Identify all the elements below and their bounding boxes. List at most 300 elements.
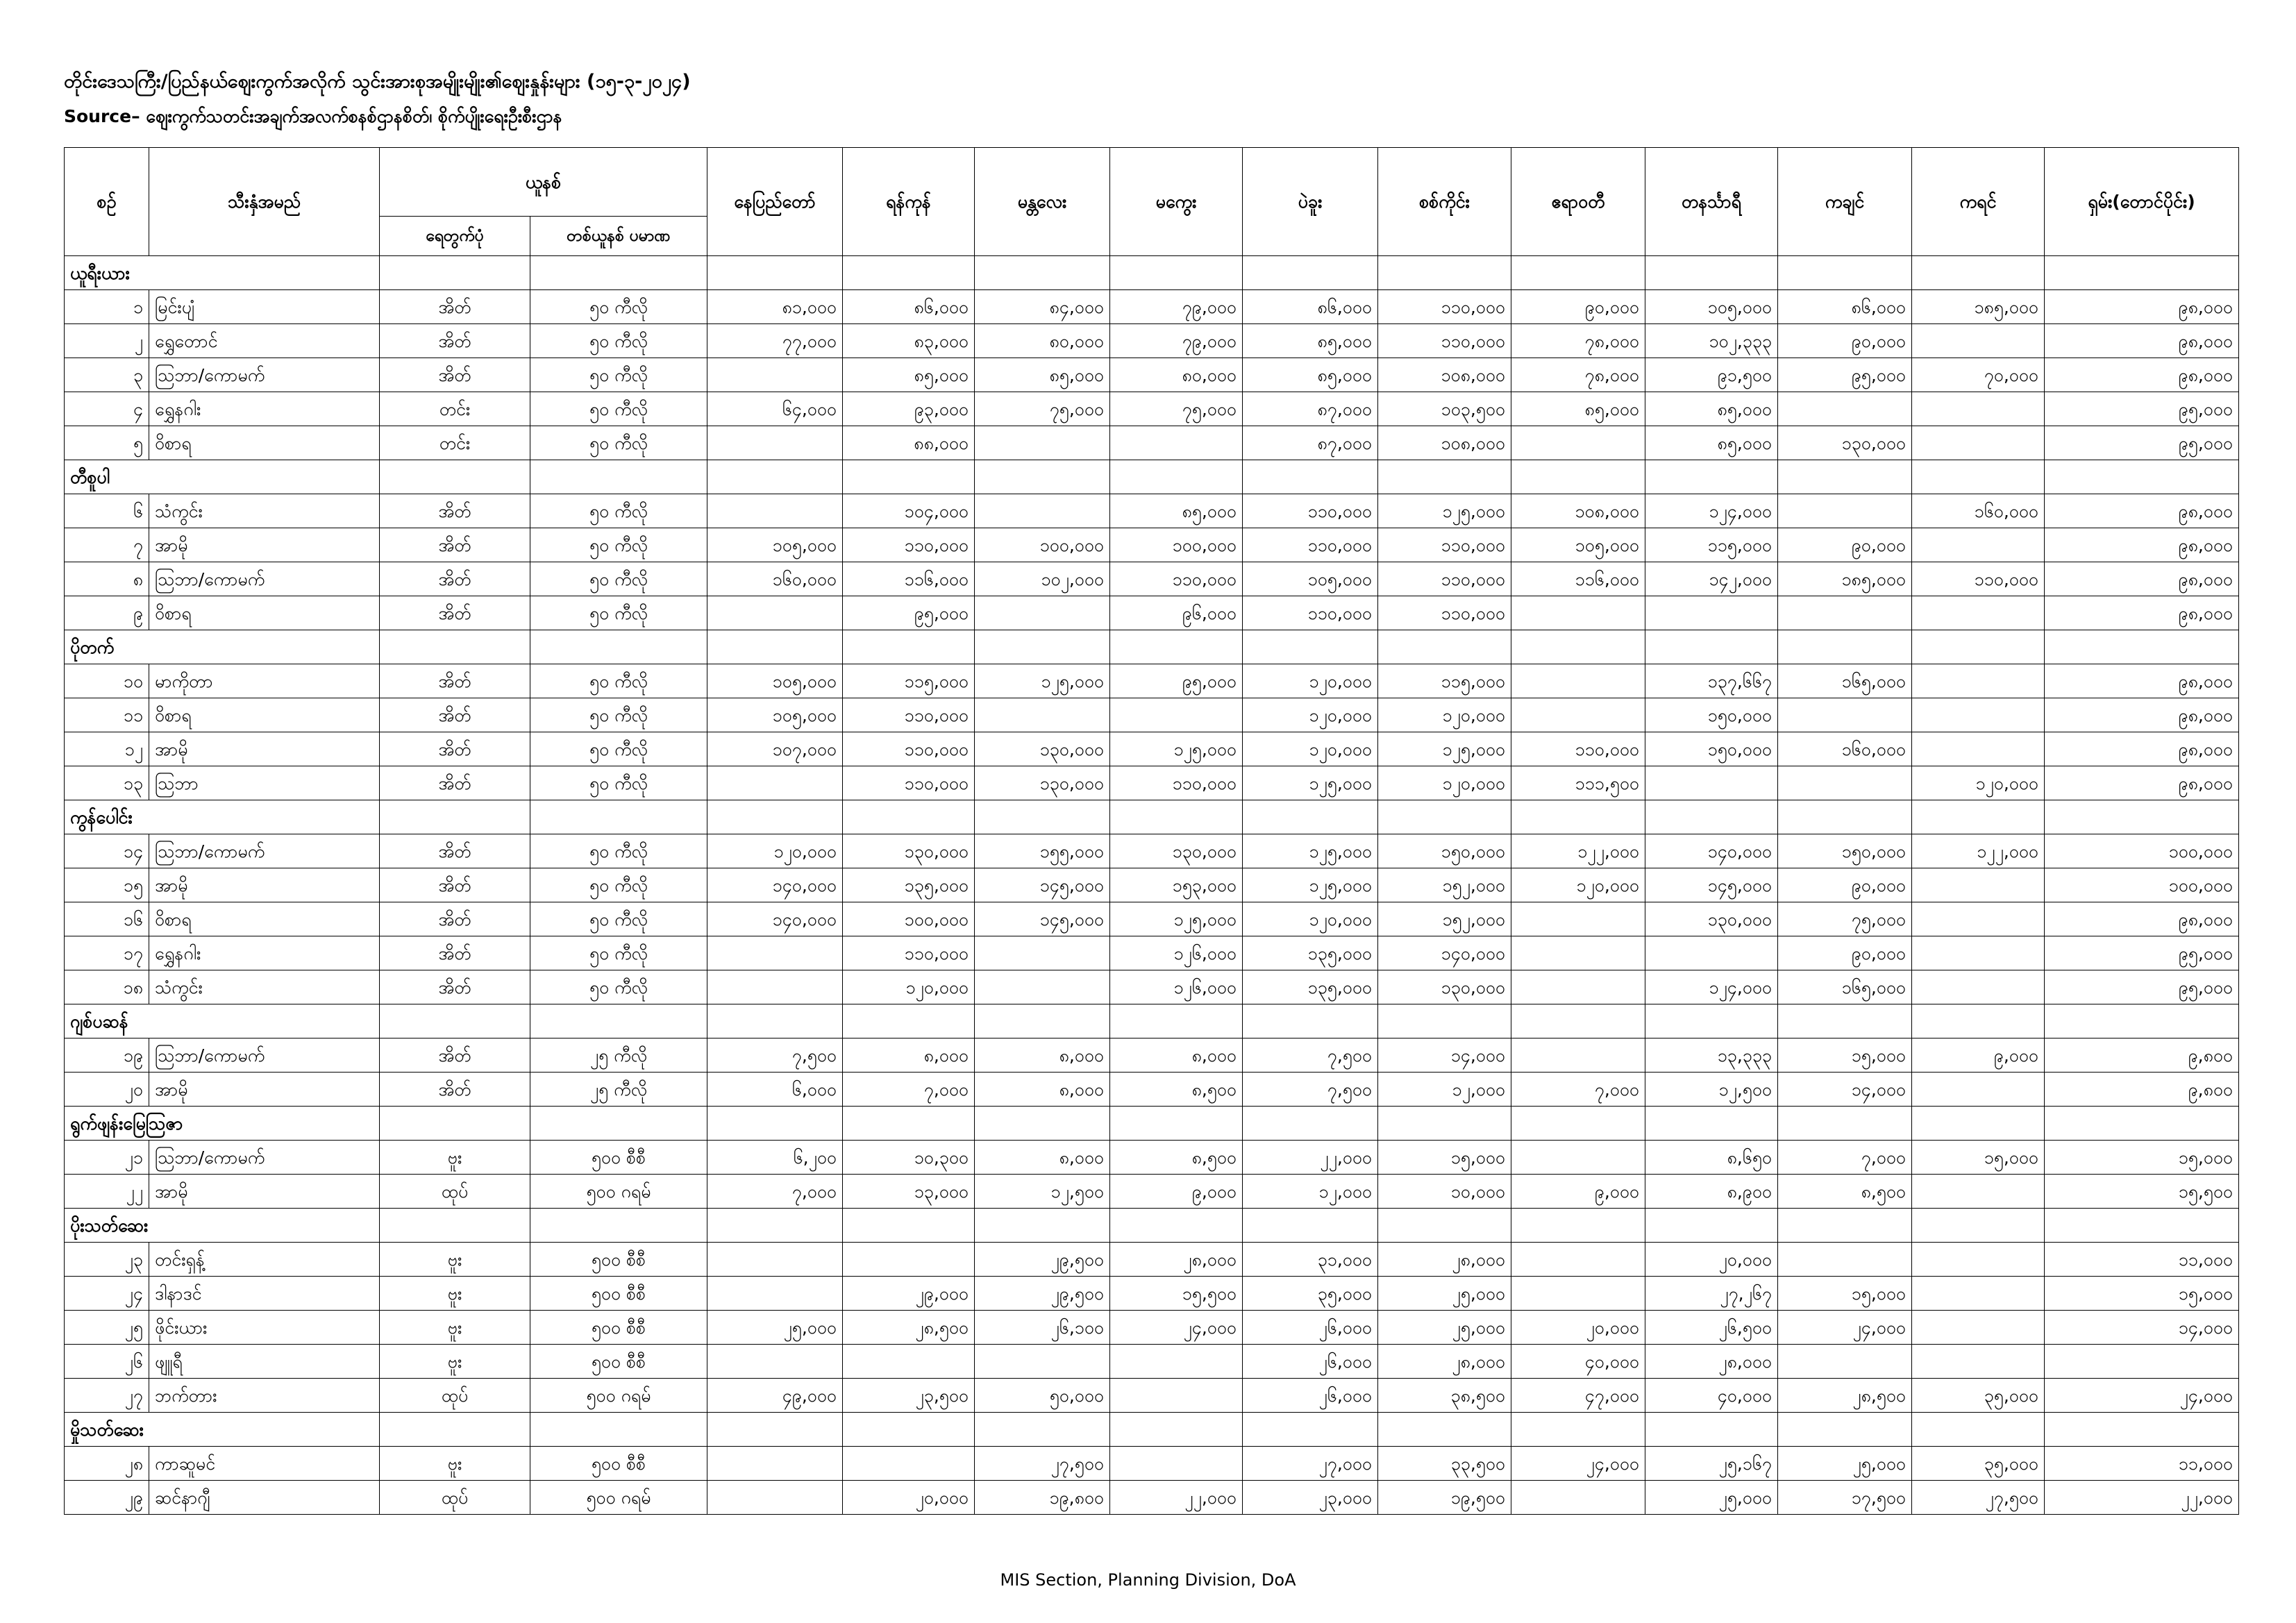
price-cell: ၁၀၂,၃၃၃ — [1645, 324, 1778, 358]
price-cell: ၂၃,၀၀၀ — [1243, 1481, 1378, 1515]
table-row — [65, 902, 2239, 936]
empty-cell — [707, 1413, 843, 1447]
empty-cell — [843, 256, 975, 290]
price-cell: ၉၁,၅၀၀ — [1645, 358, 1778, 392]
empty-cell — [1378, 1107, 1511, 1141]
price-cell — [1912, 1175, 2045, 1209]
price-cell: ၁၂၀,၀၀၀ — [707, 834, 843, 868]
price-cell: ၁၀၈,၀၀၀ — [1378, 358, 1511, 392]
item-name: အာမို — [149, 528, 380, 562]
header-unit-count: ရေတွက်ပုံ — [380, 217, 530, 256]
empty-cell — [1243, 1209, 1378, 1243]
price-cell: ၁၅၃,၀၀၀ — [1110, 868, 1243, 902]
empty-cell — [1778, 1107, 1912, 1141]
row-number: ၃ — [65, 358, 149, 392]
table-row — [65, 1038, 2239, 1073]
unit-amount: ၅၀ ကီလို — [530, 392, 707, 426]
unit-count: ဗူး — [380, 1277, 530, 1311]
price-cell: ၁၄,၀၀၀ — [1378, 1038, 1511, 1073]
empty-cell — [2045, 800, 2239, 834]
price-cell: ၄၇,၀၀၀ — [1511, 1379, 1645, 1413]
price-cell: ၉၃,၀၀၀ — [843, 392, 975, 426]
price-cell: ၉၀,၀၀၀ — [1778, 324, 1912, 358]
price-cell: ၈၅,၀၀၀ — [843, 358, 975, 392]
empty-cell — [1110, 1209, 1243, 1243]
row-number: ၂၄ — [65, 1277, 149, 1311]
price-cell: ၁၁၀,၀၀၀ — [1243, 494, 1378, 528]
price-cell: ၂၅,၀၀၀ — [707, 1311, 843, 1345]
price-cell: ၂၆,၅၀၀ — [1645, 1311, 1778, 1345]
price-cell: ၁၄၅,၀၀၀ — [1645, 868, 1778, 902]
header-city: ပဲခူး — [1243, 148, 1378, 256]
price-cell — [1912, 1073, 2045, 1107]
empty-cell — [2045, 1004, 2239, 1038]
price-cell: ၁၂၄,၀၀၀ — [1645, 494, 1778, 528]
empty-cell — [1243, 1004, 1378, 1038]
price-cell: ၈၁,၀၀၀ — [707, 290, 843, 324]
price-cell: ၂၀,၀၀၀ — [1645, 1243, 1778, 1277]
header-city: နေပြည်တော် — [707, 148, 843, 256]
price-cell: ၂၈,၀၀၀ — [1110, 1243, 1243, 1277]
price-cell — [1511, 1481, 1645, 1515]
price-cell: ၇၈,၀၀၀ — [1511, 324, 1645, 358]
price-cell: ၁၅၀,၀၀၀ — [1378, 834, 1511, 868]
price-cell: ၂၂,၀၀၀ — [1110, 1481, 1243, 1515]
price-cell: ၁၀၀,၀၀၀ — [2045, 868, 2239, 902]
unit-amount: ၅၀ ကီလို — [530, 290, 707, 324]
price-cell: ၈၈,၀၀၀ — [843, 426, 975, 460]
empty-cell — [1243, 1107, 1378, 1141]
empty-cell — [2045, 460, 2239, 494]
empty-cell — [530, 630, 707, 664]
price-cell: ၁၃၅,၀၀၀ — [1243, 970, 1378, 1004]
unit-count: အိတ် — [380, 834, 530, 868]
price-cell: ၁၅,၀၀၀ — [1778, 1038, 1912, 1073]
unit-count: အိတ် — [380, 936, 530, 970]
price-cell: ၁၁၁,၅၀၀ — [1511, 766, 1645, 800]
price-cell: ၆,၀၀၀ — [707, 1073, 843, 1107]
price-cell: ၁၂,၅၀၀ — [1645, 1073, 1778, 1107]
price-cell: ၇၅,၀၀၀ — [975, 392, 1110, 426]
header-unit: ယူနစ် — [380, 148, 707, 217]
price-cell: ၇၇,၀၀၀ — [707, 324, 843, 358]
price-cell: ၃၈,၅၀၀ — [1378, 1379, 1511, 1413]
item-name: အာမို — [149, 1175, 380, 1209]
price-cell: ၇၅,၀၀၀ — [1110, 392, 1243, 426]
price-cell: ၁၄၀,၀၀၀ — [1645, 834, 1778, 868]
price-cell: ၈,၀၀၀ — [975, 1073, 1110, 1107]
header-city: စစ်ကိုင်း — [1378, 148, 1511, 256]
price-cell: ၈၀,၀၀၀ — [1110, 358, 1243, 392]
unit-amount: ၅၀၀ စီစီ — [530, 1141, 707, 1175]
empty-cell — [1778, 1004, 1912, 1038]
price-cell: ၁၄၀,၀၀၀ — [707, 902, 843, 936]
price-cell: ၁၁၀,၀၀၀ — [843, 732, 975, 766]
empty-cell — [707, 1107, 843, 1141]
item-name: ဖိုင်းယား — [149, 1311, 380, 1345]
price-cell — [1511, 936, 1645, 970]
empty-cell — [380, 256, 530, 290]
price-cell: ၉၅,၀၀၀ — [1778, 358, 1912, 392]
empty-cell — [707, 800, 843, 834]
unit-count: အိတ် — [380, 732, 530, 766]
price-cell: ၁၀,၃၀၀ — [843, 1141, 975, 1175]
price-cell: ၈၆,၀၀၀ — [1778, 290, 1912, 324]
header-city: ဧရာဝတီ — [1511, 148, 1645, 256]
empty-cell — [530, 1413, 707, 1447]
unit-count: ဗူး — [380, 1345, 530, 1379]
price-cell — [707, 970, 843, 1004]
category-label: ကွန်ပေါင်း — [65, 800, 380, 834]
price-cell — [707, 1345, 843, 1379]
price-cell: ၁၅,၀၀၀ — [1778, 1277, 1912, 1311]
table-row — [65, 1447, 2239, 1481]
item-name: သြဘာ/ကောမက် — [149, 358, 380, 392]
empty-cell — [380, 630, 530, 664]
row-number: ၇ — [65, 528, 149, 562]
row-number: ၁၄ — [65, 834, 149, 868]
empty-cell — [843, 460, 975, 494]
empty-cell — [843, 1107, 975, 1141]
unit-amount: ၂၅ ကီလို — [530, 1038, 707, 1073]
item-name: မာကိုတာ — [149, 664, 380, 698]
price-cell: ၁၁၀,၀၀၀ — [1378, 596, 1511, 630]
price-cell: ၁၅,၀၀၀ — [1378, 1141, 1511, 1175]
price-cell: ၇၀,၀၀၀ — [1912, 358, 2045, 392]
price-cell: ၁၀၀,၀၀၀ — [975, 528, 1110, 562]
header-name: သီးနှံအမည် — [149, 148, 380, 256]
price-cell: ၉၆,၀၀၀ — [1110, 596, 1243, 630]
price-cell — [975, 494, 1110, 528]
price-cell: ၁၄၀,၀၀၀ — [1378, 936, 1511, 970]
price-cell: ၁၂၀,၀၀၀ — [1912, 766, 2045, 800]
price-cell — [1778, 392, 1912, 426]
row-number: ၁၇ — [65, 936, 149, 970]
price-cell: ၁၃၅,၀၀၀ — [843, 868, 975, 902]
category-row — [65, 460, 2239, 494]
item-name: မြင်းပျံ — [149, 290, 380, 324]
category-label: ရွက်ဖျန်းမြေဩဇာ — [65, 1107, 380, 1141]
unit-amount: ၅၀၀ ဂရမ် — [530, 1175, 707, 1209]
price-cell: ၂၅,၀၀၀ — [1378, 1277, 1511, 1311]
price-cell: ၂၅,၀၀၀ — [1645, 1481, 1778, 1515]
price-cell: ၁၁၀,၀၀၀ — [843, 528, 975, 562]
empty-cell — [1778, 1413, 1912, 1447]
price-cell — [1511, 426, 1645, 460]
price-cell: ၈,၀၀၀ — [1110, 1038, 1243, 1073]
unit-amount: ၅၀၀ စီစီ — [530, 1345, 707, 1379]
price-cell: ၁၆၀,၀၀၀ — [1778, 732, 1912, 766]
price-cell — [707, 426, 843, 460]
price-cell — [1110, 426, 1243, 460]
empty-cell — [1912, 1004, 2045, 1038]
price-cell: ၁၁၀,၀၀၀ — [843, 936, 975, 970]
price-cell — [1912, 392, 2045, 426]
empty-cell — [1378, 630, 1511, 664]
price-cell: ၉၅,၀၀၀ — [2045, 970, 2239, 1004]
empty-cell — [1378, 800, 1511, 834]
price-cell: ၇,၀၀၀ — [1511, 1073, 1645, 1107]
price-cell: ၁၂၂,၀၀၀ — [1912, 834, 2045, 868]
price-cell: ၈၀,၀၀၀ — [975, 324, 1110, 358]
unit-amount: ၅၀၀ ဂရမ် — [530, 1379, 707, 1413]
item-name: ကာဆူမင် — [149, 1447, 380, 1481]
item-name: ရွှေနဂါး — [149, 936, 380, 970]
price-cell: ၁၀၇,၀၀၀ — [707, 732, 843, 766]
category-row — [65, 800, 2239, 834]
empty-cell — [1511, 1209, 1645, 1243]
table-row — [65, 936, 2239, 970]
price-cell: ၄၀,၀၀၀ — [1511, 1345, 1645, 1379]
item-name: သြဘာ/ကောမက် — [149, 834, 380, 868]
price-cell: ၆,၂၀၀ — [707, 1141, 843, 1175]
price-cell — [1511, 1038, 1645, 1073]
price-cell: ၁၉,၈၀၀ — [975, 1481, 1110, 1515]
price-cell: ၁၂၀,၀၀၀ — [1243, 698, 1378, 732]
row-number: ၁၈ — [65, 970, 149, 1004]
empty-cell — [1912, 460, 2045, 494]
empty-cell — [1243, 1413, 1378, 1447]
price-cell: ၁၀၄,၀၀၀ — [843, 494, 975, 528]
item-name: သံကွင်း — [149, 494, 380, 528]
empty-cell — [975, 630, 1110, 664]
empty-cell — [1778, 630, 1912, 664]
price-cell — [1912, 868, 2045, 902]
unit-count: အိတ် — [380, 766, 530, 800]
price-cell — [975, 596, 1110, 630]
price-cell: ၁၁,၀၀၀ — [2045, 1243, 2239, 1277]
price-cell — [975, 1345, 1110, 1379]
empty-cell — [707, 1209, 843, 1243]
unit-count: ဗူး — [380, 1141, 530, 1175]
price-cell: ၆၄,၀၀၀ — [707, 392, 843, 426]
empty-cell — [1243, 460, 1378, 494]
empty-cell — [1912, 1107, 2045, 1141]
category-label: မှိုသတ်ဆေး — [65, 1413, 380, 1447]
empty-cell — [975, 1004, 1110, 1038]
price-cell: ၂၆,၀၀၀ — [1243, 1345, 1378, 1379]
price-cell: ၃၃,၅၀၀ — [1378, 1447, 1511, 1481]
price-cell — [1645, 766, 1778, 800]
price-cell — [1912, 324, 2045, 358]
price-cell: ၁၅၂,၀၀၀ — [1378, 868, 1511, 902]
price-cell — [1912, 426, 2045, 460]
price-cell: ၁၂၅,၀၀၀ — [1378, 732, 1511, 766]
table-body — [65, 256, 2239, 1515]
price-cell — [1511, 1243, 1645, 1277]
price-cell — [707, 766, 843, 800]
price-cell: ၁၁၀,၀၀၀ — [1912, 562, 2045, 596]
price-cell: ၉၈,၀၀၀ — [2045, 698, 2239, 732]
category-label: ပိုးသတ်ဆေး — [65, 1209, 380, 1243]
row-number: ၁၂ — [65, 732, 149, 766]
empty-cell — [1645, 1004, 1778, 1038]
price-cell: ၈,၀၀၀ — [975, 1038, 1110, 1073]
unit-amount: ၅၀ ကီလို — [530, 426, 707, 460]
price-cell — [975, 970, 1110, 1004]
row-number: ၉ — [65, 596, 149, 630]
price-cell: ၈၅,၀၀၀ — [1110, 494, 1243, 528]
price-cell: ၄၀,၀၀၀ — [1645, 1379, 1778, 1413]
price-cell: ၁၃,၀၀၀ — [843, 1175, 975, 1209]
price-cell: ၂၇,၀၀၀ — [1243, 1447, 1378, 1481]
row-number: ၁၉ — [65, 1038, 149, 1073]
price-cell: ၁၅၀,၀၀၀ — [1645, 732, 1778, 766]
price-cell: ၈၅,၀၀၀ — [1645, 392, 1778, 426]
empty-cell — [1511, 630, 1645, 664]
price-cell: ၁၀၅,၀၀၀ — [707, 698, 843, 732]
price-cell: ၈၆,၀၀၀ — [843, 290, 975, 324]
empty-cell — [1645, 1107, 1778, 1141]
price-cell: ၂၀,၀၀၀ — [843, 1481, 975, 1515]
empty-cell — [975, 1413, 1110, 1447]
price-cell: ၈၄,၀၀၀ — [975, 290, 1110, 324]
price-cell — [1778, 1345, 1912, 1379]
price-cell: ၁၁၀,၀၀၀ — [1110, 766, 1243, 800]
empty-cell — [707, 256, 843, 290]
price-cell: ၁၂၅,၀၀၀ — [1110, 902, 1243, 936]
price-cell — [707, 358, 843, 392]
price-cell: ၁၉,၅၀၀ — [1378, 1481, 1511, 1515]
price-cell: ၁၃၀,၀၀၀ — [1645, 902, 1778, 936]
category-label: ယူရီးယား — [65, 256, 380, 290]
price-cell: ၂၈,၀၀၀ — [1378, 1243, 1511, 1277]
price-cell — [1912, 1311, 2045, 1345]
price-cell: ၂၄,၀၀၀ — [2045, 1379, 2239, 1413]
item-name: ဝိစာရ — [149, 698, 380, 732]
price-cell: ၈,၉၀၀ — [1645, 1175, 1778, 1209]
source-line: Source– ဈေးကွက်သတင်းအချက်အလက်စနစ်ဌာနစိတ်၊ စိုက်ပျိုးရေးဦးစီးဌာန — [64, 106, 562, 126]
unit-amount: ၅၀ ကီလို — [530, 970, 707, 1004]
empty-cell — [975, 1209, 1110, 1243]
price-cell: ၁၆၀,၀၀၀ — [1912, 494, 2045, 528]
price-cell: ၉၈,၀၀၀ — [2045, 596, 2239, 630]
price-cell — [1511, 664, 1645, 698]
unit-count: အိတ် — [380, 698, 530, 732]
category-row — [65, 1413, 2239, 1447]
item-name: အာမို — [149, 732, 380, 766]
price-cell: ၃၅,၀၀၀ — [1243, 1277, 1378, 1311]
price-cell: ၁၂၆,၀၀၀ — [1110, 970, 1243, 1004]
unit-amount: ၅၀၀ စီစီ — [530, 1243, 707, 1277]
price-cell: ၁၂၅,၀၀၀ — [975, 664, 1110, 698]
price-cell: ၁၁၀,၀၀၀ — [1378, 324, 1511, 358]
price-cell — [1912, 970, 2045, 1004]
empty-cell — [380, 1004, 530, 1038]
unit-count: ထုပ် — [380, 1379, 530, 1413]
row-number: ၂၅ — [65, 1311, 149, 1345]
price-cell: ၉,၈၀၀ — [2045, 1038, 2239, 1073]
price-cell — [1511, 902, 1645, 936]
table-row — [65, 732, 2239, 766]
unit-count: ဗူး — [380, 1311, 530, 1345]
price-cell: ၂၂,၀၀၀ — [2045, 1481, 2239, 1515]
header-city: ကချင် — [1778, 148, 1912, 256]
unit-count: အိတ် — [380, 902, 530, 936]
empty-cell — [1645, 1413, 1778, 1447]
price-cell: ၁၀၀,၀၀၀ — [2045, 834, 2239, 868]
unit-amount: ၅၀ ကီလို — [530, 494, 707, 528]
unit-count: အိတ် — [380, 596, 530, 630]
price-cell — [1511, 596, 1645, 630]
empty-cell — [1778, 256, 1912, 290]
price-cell: ၁၂၅,၀၀၀ — [1243, 834, 1378, 868]
header-city: တနင်္သာရီ — [1645, 148, 1778, 256]
price-cell: ၁၃၀,၀၀၀ — [975, 732, 1110, 766]
empty-cell — [1645, 256, 1778, 290]
unit-count: အိတ် — [380, 970, 530, 1004]
price-cell: ၁၂၀,၀၀၀ — [843, 970, 975, 1004]
price-cell: ၂၇,၂၆၇ — [1645, 1277, 1778, 1311]
price-cell: ၁၂၀,၀၀၀ — [1243, 732, 1378, 766]
price-cell: ၁၁,၀၀၀ — [2045, 1447, 2239, 1481]
price-cell: ၉,၈၀၀ — [2045, 1073, 2239, 1107]
price-cell: ၂၈,၅၀၀ — [1778, 1379, 1912, 1413]
table-row — [65, 1311, 2239, 1345]
item-name: အာမို — [149, 1073, 380, 1107]
price-cell: ၂၄,၀၀၀ — [1778, 1311, 1912, 1345]
empty-cell — [1912, 1209, 2045, 1243]
empty-cell — [843, 1004, 975, 1038]
price-cell — [1778, 698, 1912, 732]
empty-cell — [380, 1209, 530, 1243]
empty-cell — [1243, 256, 1378, 290]
price-cell: ၁၁၀,၀၀၀ — [1110, 562, 1243, 596]
price-cell: ၁၅,၅၀၀ — [2045, 1175, 2239, 1209]
empty-cell — [975, 460, 1110, 494]
unit-amount: ၂၅ ကီလို — [530, 1073, 707, 1107]
price-cell: ၃၅,၀၀၀ — [1912, 1379, 2045, 1413]
row-number: ၂၀ — [65, 1073, 149, 1107]
price-cell: ၁၀၀,၀၀၀ — [843, 902, 975, 936]
price-cell: ၁၅,၅၀၀ — [1110, 1277, 1243, 1311]
empty-cell — [380, 1413, 530, 1447]
empty-cell — [530, 1107, 707, 1141]
price-cell: ၈၅,၀၀၀ — [1243, 324, 1378, 358]
empty-cell — [1645, 630, 1778, 664]
table-row — [65, 290, 2239, 324]
price-cell — [1110, 698, 1243, 732]
price-cell: ၉၈,၀၀၀ — [2045, 732, 2239, 766]
price-cell: ၂၈,၀၀၀ — [1645, 1345, 1778, 1379]
price-cell: ၅၀,၀၀၀ — [975, 1379, 1110, 1413]
price-cell: ၁၅,၀၀၀ — [2045, 1141, 2239, 1175]
category-label: ပိုတက် — [65, 630, 380, 664]
price-cell: ၈,၀၀၀ — [975, 1141, 1110, 1175]
unit-amount: ၅၀ ကီလို — [530, 664, 707, 698]
price-cell: ၁၁၀,၀၀၀ — [1378, 528, 1511, 562]
price-cell: ၂၉,၀၀၀ — [843, 1277, 975, 1311]
price-cell — [707, 1447, 843, 1481]
price-cell: ၁၂၅,၀၀၀ — [1243, 766, 1378, 800]
price-cell: ၂၆,၁၀၀ — [975, 1311, 1110, 1345]
price-cell — [1511, 1277, 1645, 1311]
header-no: စဉ် — [65, 148, 149, 256]
price-cell: ၂၇,၅၀၀ — [1912, 1481, 2045, 1515]
price-cell: ၈၅,၀၀၀ — [975, 358, 1110, 392]
price-cell — [975, 426, 1110, 460]
empty-cell — [530, 1209, 707, 1243]
price-cell: ၇,၅၀၀ — [1243, 1073, 1378, 1107]
price-cell: ၁၁၀,၀၀၀ — [843, 766, 975, 800]
price-cell — [1778, 1243, 1912, 1277]
empty-cell — [1378, 460, 1511, 494]
unit-amount: ၅၀ ကီလို — [530, 528, 707, 562]
unit-amount: ၅၀ ကီလို — [530, 834, 707, 868]
price-cell: ၁၈၅,၀၀၀ — [1778, 562, 1912, 596]
price-cell: ၂၅,၁၆၇ — [1645, 1447, 1778, 1481]
price-cell: ၈၅,၀၀၀ — [1243, 358, 1378, 392]
